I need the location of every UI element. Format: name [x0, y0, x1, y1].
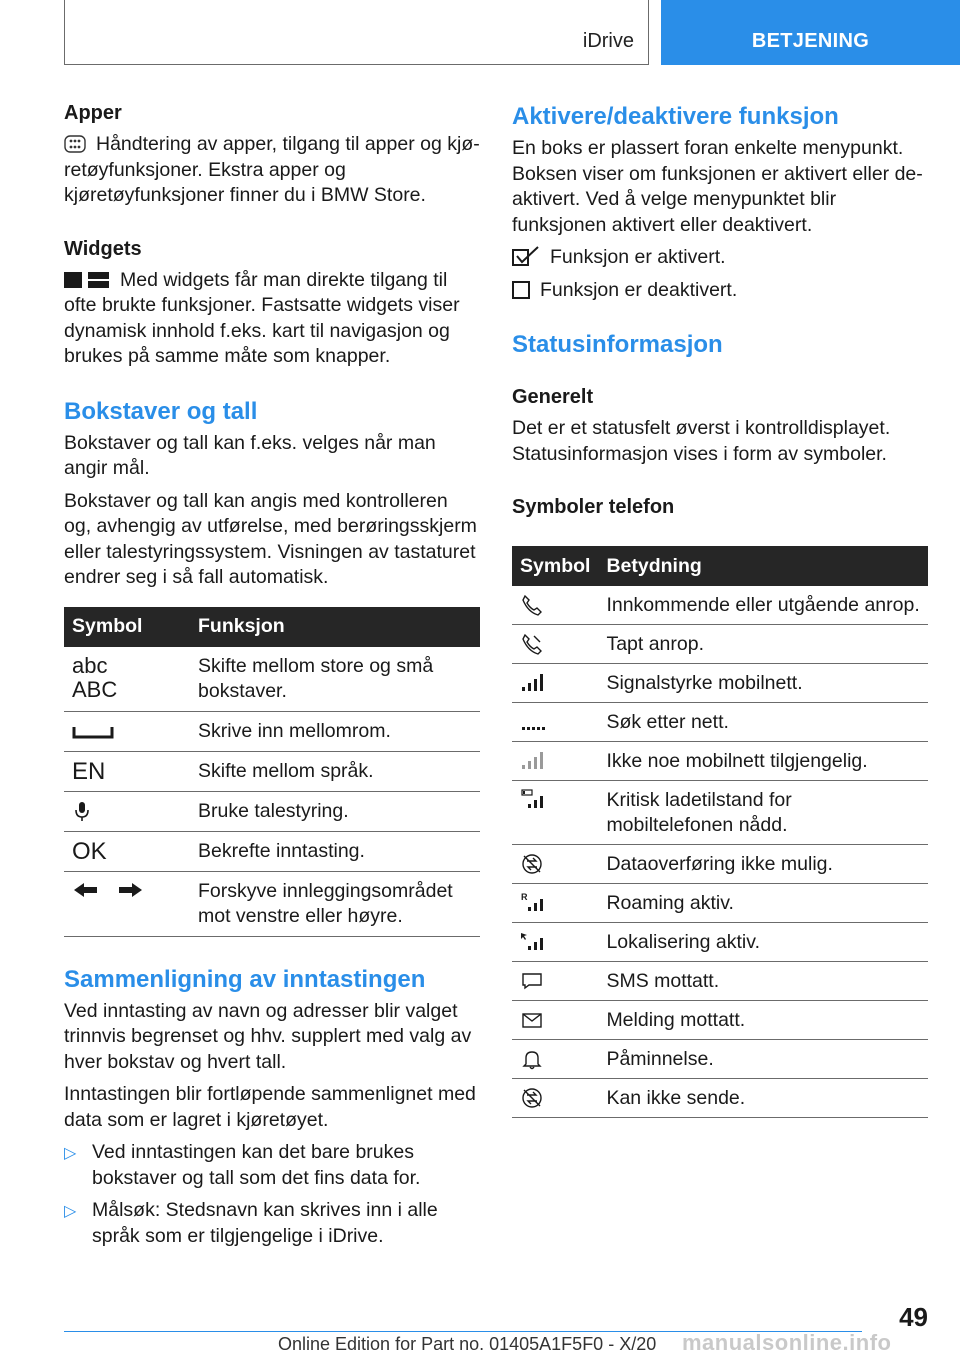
symboler-title: Symboler telefon: [512, 496, 675, 518]
table-row: Skrive inn mellomrom.: [64, 711, 480, 751]
send-failed-icon: [520, 1086, 590, 1110]
header-tab-label: BETJENING: [751, 30, 870, 52]
table-row: R Roaming aktiv.: [512, 884, 928, 923]
EN-language-icon: EN: [72, 757, 106, 785]
left-column: [64, 100, 480, 1256]
bokstaver-p1: Bokstaver og tall kan f.eks. velges når man angir mål.: [64, 431, 436, 479]
network-search-icon: [520, 710, 590, 732]
widgets-icon: [64, 271, 110, 289]
OK-icon: OK: [72, 837, 107, 865]
table-row: Melding mottatt.: [512, 1001, 928, 1040]
checkbox-checked-icon: [512, 246, 540, 266]
table-row: SMS mottatt.: [512, 962, 928, 1001]
keyboard-symbols-table: [64, 607, 480, 937]
bokstaver-title: Bokstaver og tall: [64, 397, 258, 425]
table-row: Signalstyrke mobilnett.: [512, 664, 928, 703]
abc-ABC-icon: abc ABC: [72, 652, 118, 702]
table-header-meaning: Betydning: [598, 546, 928, 586]
space-bar-icon: [72, 719, 182, 743]
aktivere-text: En boks er plassert foran enkelte menypunkt. Boksen viser om funksjonen er aktivert eller deaktivert. Ved å velge menypunktet blir funksjonen aktivert eller deaktivert.: [512, 137, 923, 236]
table-header-symbol: Symbol: [64, 607, 190, 647]
generelt-title: Generelt: [512, 386, 594, 408]
header-box: [64, 0, 649, 65]
table-row: Tapt anrop.: [512, 625, 928, 664]
apps-icon: [64, 135, 86, 153]
table-row: Lokalisering aktiv.: [512, 923, 928, 962]
localisation-icon: [520, 930, 590, 952]
table-row: Bruke talestyring.: [64, 791, 480, 831]
table-row: Kritisk ladetilstand for mobiltelefonen nådd.: [512, 781, 928, 845]
table-row: Påminnelse.: [512, 1040, 928, 1079]
aktivert-line: Funksjon er aktivert.: [512, 245, 928, 271]
apper-text: Håndtering av apper, tilgang til apper og kjøretøyfunksjoner. Ekstra apper og kjøretøyfunksjoner finner du i BMW Store.: [64, 133, 480, 206]
table-row: OK Bekrefte inntasting.: [64, 831, 480, 871]
table-row: Innkommende eller utgående anrop.: [512, 586, 928, 625]
table-row: Kan ikke sende.: [512, 1079, 928, 1118]
bullet-triangle-icon: ▷: [64, 1203, 77, 1220]
aktivere-title: Aktivere/deaktivere funksjon: [512, 103, 839, 130]
phone-symbols-table: [512, 546, 928, 1118]
bullet-triangle-icon: ▷: [64, 1145, 77, 1162]
no-network-icon: [520, 749, 590, 771]
checkbox-empty-icon: [512, 279, 530, 299]
table-header-function: Funksjon: [190, 607, 480, 647]
apper-title: Apper: [64, 102, 122, 124]
phone-call-icon: [520, 593, 590, 617]
sammenligning-title: Sammenligning av inntastingen: [64, 965, 426, 993]
page-number: 49: [899, 1302, 928, 1332]
list-item: ▷ Målsøk: Stedsnavn kan skrives inn i alle språk som er tilgjengelige i iDrive.: [64, 1198, 480, 1249]
table-row: Ikke noe mobilnett tilgjengelig.: [512, 742, 928, 781]
sammenligning-p1: Ved inntasting av navn og adresser blir valget trinnvis begrenset og hhv. supplert med valg av hver bokstav og hvert tall.: [64, 999, 472, 1073]
generelt-text: Det er et statusfelt øverst i kontrolldisplayet. Statusinformasjon vises i form av symboler.: [512, 417, 891, 465]
sms-icon: [520, 969, 590, 993]
battery-critical-icon: [520, 788, 590, 810]
watermark: manualsonline.info: [682, 1330, 892, 1355]
right-column: [512, 100, 928, 1118]
widgets-title: Widgets: [64, 237, 142, 260]
reminder-icon: [520, 1047, 590, 1071]
table-row: Forskyve innleggingsområdet mot venstre eller høyre.: [64, 871, 480, 936]
table-row: abc ABC Skifte mellom store og små bokstaver.: [64, 647, 480, 712]
header-section: iDrive: [582, 30, 634, 52]
microphone-icon: [72, 799, 182, 823]
roaming-icon: [520, 891, 590, 913]
message-icon: [520, 1008, 590, 1032]
arrows-left-right-icon: [72, 879, 182, 901]
deaktivert-line: Funksjon er deaktivert.: [512, 278, 928, 304]
table-row: EN Skifte mellom språk.: [64, 751, 480, 791]
header-tab: [661, 0, 960, 65]
footer-edition: Online Edition for Part no. 01405A1F5F0 - X/20: [278, 1334, 657, 1354]
table-header-symbol: Symbol: [512, 546, 598, 586]
list-item: ▷ Ved inntastingen kan det bare brukes bokstaver og tall som det fins data for.: [64, 1140, 480, 1191]
sammenligning-p2: Inntastingen blir fortløpende sammenlignet med data som er lagret i kjøretøyet.: [64, 1083, 476, 1131]
table-row: Søk etter nett.: [512, 703, 928, 742]
signal-strength-icon: [520, 671, 590, 693]
bokstaver-p2: Bokstaver og tall kan angis med kontrolleren og, avhengig av utførelse, med berøringsskjerm eller talestyringssystem. Visningen av tastaturet endrer seg i så fall automatisk.: [64, 489, 477, 588]
data-disabled-icon: [520, 852, 590, 876]
table-row: Dataoverføring ikke mulig.: [512, 845, 928, 884]
svg-text:R: R: [521, 892, 528, 902]
status-title: Statusinformasjon: [512, 331, 723, 358]
missed-call-icon: [520, 632, 590, 656]
widgets-text: Med widgets får man direkte tilgang til ofte brukte funksjoner. Fastsatte widgets viser dynamisk innhold f.eks. kart til navigasjon og brukes på samme måte som knapper.: [64, 268, 460, 367]
